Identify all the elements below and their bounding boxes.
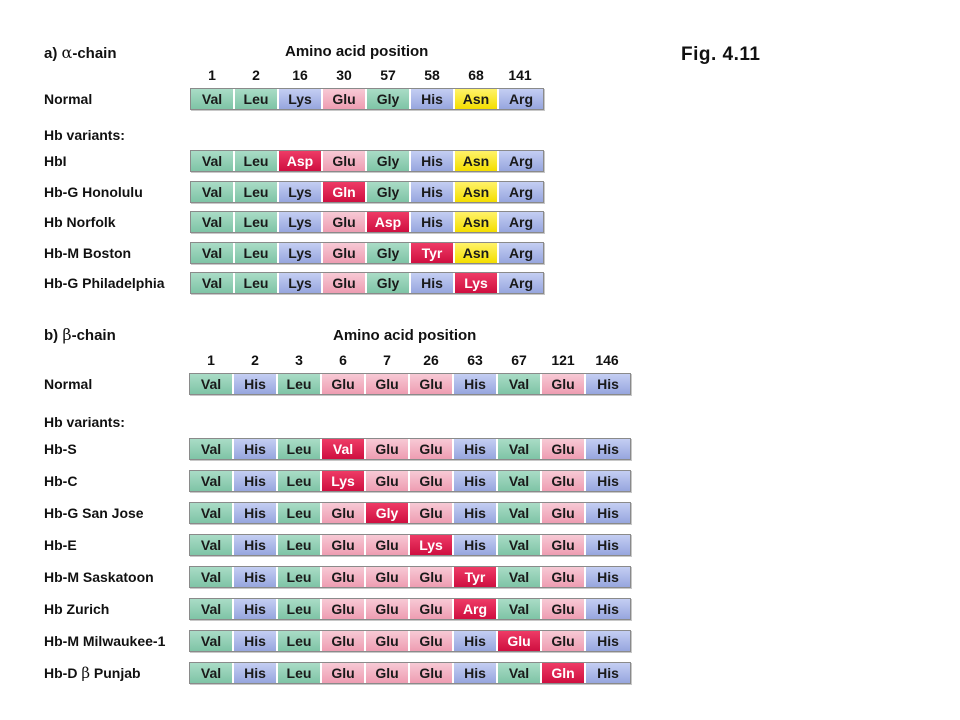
- position-number: 1: [208, 67, 216, 83]
- residue: His: [234, 663, 278, 683]
- variant-chain: [190, 242, 544, 264]
- variant-chain: [189, 438, 631, 460]
- beta-title-greek: β: [62, 325, 72, 344]
- residue: Val: [191, 182, 235, 202]
- residue: Leu: [278, 535, 322, 555]
- residue: His: [586, 535, 630, 555]
- beta-normal-chain: [189, 373, 631, 395]
- residue: His: [454, 439, 498, 459]
- substituted-residue: Gln: [542, 663, 586, 683]
- residue: Arg: [499, 182, 543, 202]
- variant-name: Hb Zurich: [44, 601, 110, 617]
- variant-name-suffix: Punjab: [90, 665, 141, 681]
- position-number: 57: [380, 67, 396, 83]
- position-number: 121: [551, 352, 575, 368]
- residue: His: [586, 599, 630, 619]
- position-number: 3: [295, 352, 303, 368]
- residue: Val: [191, 273, 235, 293]
- residue: His: [454, 471, 498, 491]
- substituted-residue: Lys: [455, 273, 499, 293]
- residue: Arg: [499, 273, 543, 293]
- variant-chain: [190, 150, 544, 172]
- residue: Gly: [367, 273, 411, 293]
- alpha-normal-chain: [190, 88, 544, 110]
- residue: Glu: [542, 599, 586, 619]
- residue: His: [411, 212, 455, 232]
- residue: Val: [498, 599, 542, 619]
- residue: His: [454, 663, 498, 683]
- residue: Glu: [542, 439, 586, 459]
- residue: Arg: [499, 243, 543, 263]
- residue: His: [454, 503, 498, 523]
- residue: Glu: [366, 535, 410, 555]
- residue: Leu: [235, 273, 279, 293]
- residue: His: [411, 89, 455, 109]
- residue: Gly: [367, 89, 411, 109]
- residue: Glu: [410, 439, 454, 459]
- residue: Val: [190, 374, 234, 394]
- substituted-residue: Val: [322, 439, 366, 459]
- residue: His: [586, 503, 630, 523]
- residue: His: [586, 567, 630, 587]
- variant-chain: [189, 566, 631, 588]
- variant-name: Hb-E: [44, 537, 77, 553]
- residue: Leu: [278, 503, 322, 523]
- substituted-residue: Gln: [323, 182, 367, 202]
- residue: Asn: [455, 212, 499, 232]
- residue: Val: [190, 599, 234, 619]
- residue: Leu: [278, 374, 322, 394]
- variant-chain: [189, 630, 631, 652]
- position-number: 67: [511, 352, 527, 368]
- position-number: 1: [207, 352, 215, 368]
- residue: His: [411, 182, 455, 202]
- residue: Glu: [542, 471, 586, 491]
- position-number: 58: [424, 67, 440, 83]
- variant-chain: [190, 211, 544, 233]
- residue: Val: [190, 631, 234, 651]
- variant-chain: [189, 502, 631, 524]
- beta-positions-header: Amino acid position: [333, 327, 477, 344]
- residue: His: [411, 151, 455, 171]
- residue: Glu: [322, 631, 366, 651]
- residue: His: [234, 567, 278, 587]
- beta-title-prefix: b): [44, 327, 63, 344]
- variant-name: HbI: [44, 153, 67, 169]
- residue: Glu: [366, 567, 410, 587]
- variant-name: Hb-G Honolulu: [44, 183, 143, 200]
- residue: Val: [190, 439, 234, 459]
- residue: His: [234, 439, 278, 459]
- residue: Leu: [278, 631, 322, 651]
- residue: Leu: [278, 471, 322, 491]
- residue: His: [454, 374, 498, 394]
- residue: Glu: [322, 503, 366, 523]
- residue: Arg: [499, 89, 543, 109]
- position-number: 6: [339, 352, 347, 368]
- alpha-title-greek: α: [61, 43, 73, 62]
- variant-name: [44, 663, 141, 683]
- residue: Val: [190, 503, 234, 523]
- residue: Glu: [323, 89, 367, 109]
- residue: Glu: [410, 471, 454, 491]
- residue: His: [234, 535, 278, 555]
- beta-normal-label: Normal: [44, 376, 93, 392]
- variant-name: Hb-M Boston: [44, 244, 132, 261]
- residue: His: [454, 535, 498, 555]
- variant-chain: [189, 534, 631, 556]
- position-number: 2: [251, 352, 259, 368]
- residue: Lys: [279, 212, 323, 232]
- residue: Lys: [279, 273, 323, 293]
- residue: Glu: [410, 374, 454, 394]
- residue: Val: [190, 567, 234, 587]
- alpha-title-suffix: -chain: [72, 45, 117, 62]
- residue: Val: [191, 243, 235, 263]
- residue: Leu: [278, 567, 322, 587]
- residue: His: [586, 663, 630, 683]
- residue: Glu: [322, 567, 366, 587]
- residue: Arg: [499, 151, 543, 171]
- variant-name: Hb-M Saskatoon: [44, 569, 154, 585]
- variant-chain: [189, 598, 631, 620]
- alpha-title-prefix: a): [44, 45, 62, 62]
- variant-chain: [189, 470, 631, 492]
- residue: His: [586, 471, 630, 491]
- residue: Val: [190, 471, 234, 491]
- residue: Glu: [366, 374, 410, 394]
- position-number: 68: [468, 67, 484, 83]
- variant-name: Hb Norfolk: [44, 214, 116, 230]
- residue: Leu: [235, 212, 279, 232]
- residue: Gly: [367, 243, 411, 263]
- residue: Val: [191, 89, 235, 109]
- substituted-residue: Lys: [410, 535, 454, 555]
- residue: Val: [191, 212, 235, 232]
- alpha-positions-header: Amino acid position: [285, 43, 429, 60]
- variant-name: Hb-M Milwaukee-1: [44, 633, 166, 649]
- position-number: 141: [508, 67, 532, 83]
- substituted-residue: Glu: [498, 631, 542, 651]
- residue: Val: [498, 663, 542, 683]
- alpha-variants-header: Hb variants:: [44, 127, 125, 143]
- substituted-residue: Gly: [366, 503, 410, 523]
- residue: Glu: [542, 374, 586, 394]
- residue: Glu: [322, 374, 366, 394]
- position-number: 30: [336, 67, 352, 83]
- substituted-residue: Asp: [279, 151, 323, 171]
- residue: His: [586, 374, 630, 394]
- residue: Val: [498, 567, 542, 587]
- position-number: 16: [292, 67, 308, 83]
- residue: Asn: [455, 243, 499, 263]
- residue: Glu: [323, 273, 367, 293]
- residue: Leu: [235, 182, 279, 202]
- residue: Glu: [410, 503, 454, 523]
- variant-chain: [190, 181, 544, 203]
- residue: Glu: [366, 439, 410, 459]
- residue: Glu: [323, 243, 367, 263]
- position-number: 146: [595, 352, 619, 368]
- variant-chain: [189, 662, 631, 684]
- residue: Gly: [367, 182, 411, 202]
- residue: Lys: [279, 89, 323, 109]
- residue: Val: [498, 471, 542, 491]
- beta-title-suffix: -chain: [71, 327, 116, 344]
- residue: Glu: [542, 567, 586, 587]
- residue: Lys: [279, 182, 323, 202]
- residue: Glu: [366, 471, 410, 491]
- residue: Glu: [542, 631, 586, 651]
- variant-name-prefix: Hb-D: [44, 665, 82, 681]
- residue: His: [586, 439, 630, 459]
- residue: Val: [190, 663, 234, 683]
- substituted-residue: Tyr: [411, 243, 455, 263]
- residue: His: [234, 631, 278, 651]
- beta-variants-header: Hb variants:: [44, 414, 125, 430]
- residue: Asn: [455, 89, 499, 109]
- residue: Leu: [235, 151, 279, 171]
- residue: Glu: [322, 663, 366, 683]
- residue: Leu: [278, 599, 322, 619]
- residue: Asn: [455, 151, 499, 171]
- residue: Glu: [323, 212, 367, 232]
- residue: Glu: [410, 663, 454, 683]
- figure-label: Fig. 4.11: [681, 44, 761, 65]
- residue: Glu: [542, 503, 586, 523]
- residue: His: [411, 273, 455, 293]
- substituted-residue: Asp: [367, 212, 411, 232]
- residue: Glu: [323, 151, 367, 171]
- residue: Glu: [410, 631, 454, 651]
- residue: His: [454, 631, 498, 651]
- variant-chain: [190, 272, 544, 294]
- beta-section-title: [44, 325, 116, 344]
- residue: Glu: [410, 599, 454, 619]
- variant-name: Hb-G San Jose: [44, 505, 144, 521]
- residue: Glu: [322, 599, 366, 619]
- residue: Leu: [235, 243, 279, 263]
- residue: Leu: [278, 439, 322, 459]
- residue: Glu: [322, 535, 366, 555]
- position-number: 63: [467, 352, 483, 368]
- residue: Asn: [455, 182, 499, 202]
- residue: His: [234, 471, 278, 491]
- residue: Glu: [366, 599, 410, 619]
- variant-name: Hb-G Philadelphia: [44, 275, 165, 291]
- residue: Leu: [278, 663, 322, 683]
- residue: His: [586, 631, 630, 651]
- residue: Val: [498, 535, 542, 555]
- variant-name-greek: β: [81, 664, 90, 682]
- residue: Glu: [366, 631, 410, 651]
- residue: Val: [498, 503, 542, 523]
- residue: Glu: [542, 535, 586, 555]
- variant-name: Hb-S: [44, 441, 77, 457]
- position-number: 7: [383, 352, 391, 368]
- residue: His: [234, 599, 278, 619]
- residue: Val: [190, 535, 234, 555]
- position-number: 26: [423, 352, 439, 368]
- variant-name: Hb-C: [44, 473, 78, 489]
- alpha-section-title: [44, 43, 117, 62]
- residue: Val: [498, 374, 542, 394]
- residue: Val: [191, 151, 235, 171]
- position-number: 2: [252, 67, 260, 83]
- residue: Leu: [235, 89, 279, 109]
- alpha-normal-label: Normal: [44, 91, 93, 107]
- residue: Arg: [499, 212, 543, 232]
- residue: Val: [498, 439, 542, 459]
- residue: Glu: [366, 663, 410, 683]
- residue: Lys: [279, 243, 323, 263]
- residue: Gly: [367, 151, 411, 171]
- residue: Glu: [410, 567, 454, 587]
- residue: His: [234, 374, 278, 394]
- substituted-residue: Tyr: [454, 567, 498, 587]
- substituted-residue: Lys: [322, 471, 366, 491]
- substituted-residue: Arg: [454, 599, 498, 619]
- residue: His: [234, 503, 278, 523]
